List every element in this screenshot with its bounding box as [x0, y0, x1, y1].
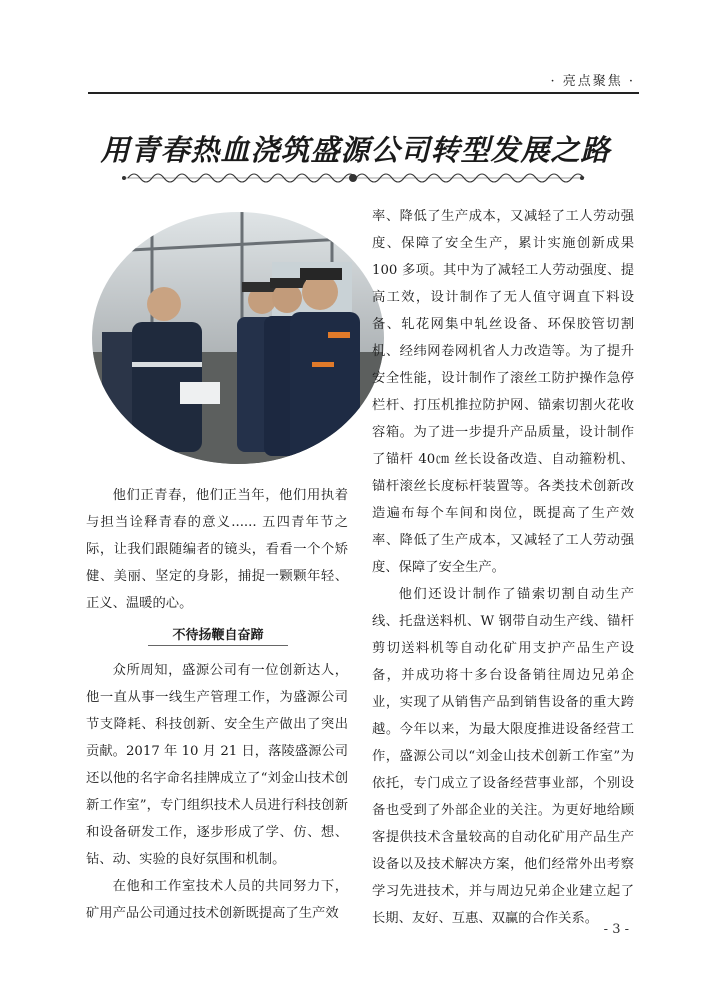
title-ornament	[118, 170, 588, 186]
intro-paragraph: 他们正青春，他们正当年，他们用执着与担当诠释青春的意义...... 五四青年节之际，让我们跟随编者的镜头，看看一个个矫健、美丽、坚定的身影，捕捉一颗颗年轻、正义、温暖的心。	[86, 488, 348, 611]
body-paragraph: 在他和工作室技术人员的共同努力下，矿用产品公司通过技术创新既提高了生产效	[86, 879, 348, 921]
subheading-rule	[148, 645, 288, 646]
section-tag: · 亮点聚焦 ·	[550, 74, 635, 89]
body-paragraph: 率、降低了生产成本，又减轻了工人劳动强度、保障了安全生产，累计实施创新成果 100 多项。其中为了减轻工人劳动强度、提高工效，设计制作了无人值守调直下料设备、轧花网集中轧丝设备、环保胶管切割机、经纬网卷网机省人力改造等。为了提升安全性能，设计制作了滚丝工防护操作急停栏杆、打压机推拉防护网、锚索切割火花收容箱。为了进一步提升产品质量，设计制作了锚杆 40㎝ 丝长设备改造、自动箍粉机、锚杆滚丝长度标杆装置等。各类技术创新改造遍布每个车间和岗位，既提高了生产效率、降低了生产成本，又减轻了工人劳动强度、保障了安全生产。	[372, 209, 634, 575]
article-title: 用青春热血浇筑盛源公司转型发展之路	[100, 133, 611, 167]
subheading: 不待扬鞭自奋蹄	[172, 628, 264, 643]
header-rule	[88, 92, 639, 94]
left-column-body	[86, 657, 348, 927]
body-paragraph: 他们还设计制作了锚索切割自动生产线、托盘送料机、W 钢带自动生产线、锚杆剪切送料机等自动化矿用支护产品生产设备，并成功将十多台设备销往周边兄弟企业，实现了从销售产品到销售设备的重大跨越。今年以来，为最大限度推进设备经营工作，盛源公司以“刘金山技术创新工作室”为依托，专门成立了设备经营事业部，个别设备也受到了外部企业的关注。为更好地给顾客提供技术含量较高的自动化矿用产品生产设备以及技术解决方案，他们经常外出考察学习先进技术，并与周边兄弟企业建立起了长期、友好、互惠、双赢的合作关系。	[372, 587, 634, 926]
page-number: - 3 -	[603, 922, 629, 937]
right-column-body	[372, 203, 634, 932]
workers-photo	[92, 212, 384, 464]
body-paragraph: 众所周知，盛源公司有一位创新达人，他一直从事一线生产管理工作，为盛源公司节支降耗、科技创新、安全生产做出了突出贡献。2017 年 10 月 21 日，落陵盛源公司还以他的名字命名挂牌成立了“刘金山技术创新工作室”，专门组织技术人员进行科技创新和设备研发工作，逐步形成了学、仿、想、钻、动、实验的良好氛围和机制。	[86, 663, 348, 867]
